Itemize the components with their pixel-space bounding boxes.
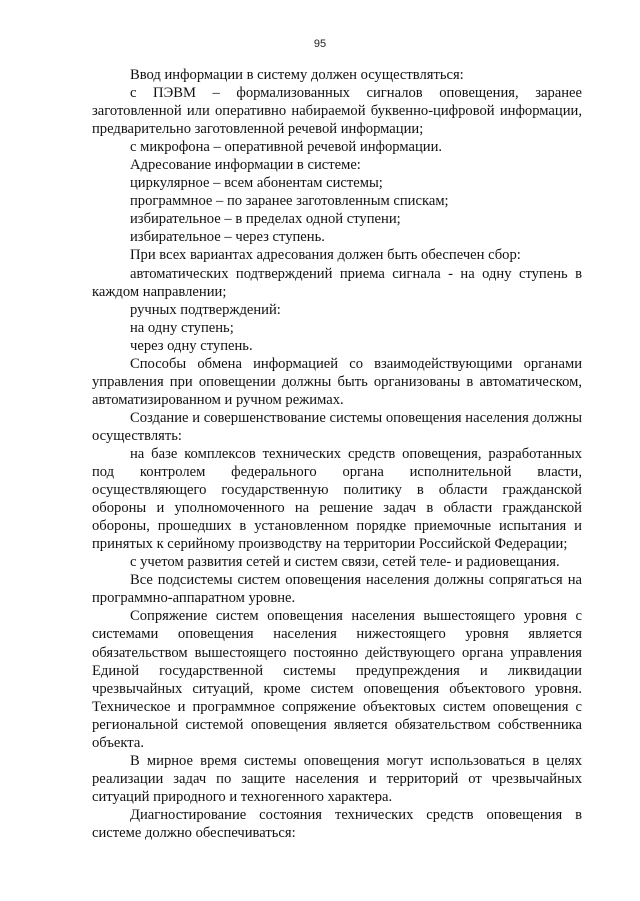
paragraph: через одну ступень. (130, 337, 253, 354)
paragraph: При всех вариантах адресования должен быть обеспечен сбор: (130, 247, 521, 264)
paragraph: ручных подтверждений: (130, 301, 281, 318)
paragraph: избирательное – через ступень. (130, 229, 325, 246)
paragraph: Сопряжение систем оповещения населения вышестоящего уровня с системами оповещения населения нижестоящего уровня является обязательством вышестоящего постоянно действующего органа управления Единой государственной системы предупреждения и ликвидации чрезвычайных ситуаций, кроме систем оповещения объектового уровня. Техническое и программное сопряжение объектовых систем оповещения с региональной системой оповещения является обязательством собственника объекта. (92, 608, 582, 751)
paragraph: В мирное время системы оповещения могут использоваться в целях реализации задач по защите населения и территорий от чрезвычайных ситуаций природного и техногенного характера. (92, 752, 582, 805)
paragraph: циркулярное – всем абонентам системы; (130, 175, 383, 192)
paragraph: Адресование информации в системе: (130, 157, 361, 174)
paragraph: программное – по заранее заготовленным спискам; (130, 193, 449, 210)
paragraph: с учетом развития сетей и систем связи, сетей теле- и радиовещания. (130, 554, 560, 571)
body-text (92, 66, 582, 842)
paragraph: избирательное – в пределах одной ступени; (130, 211, 401, 228)
paragraph: Создание и совершенствование системы оповещения населения должны осуществлять: (92, 409, 582, 444)
paragraph: Диагностирование состояния технических средств оповещения в системе должно обеспечиваться: (92, 806, 582, 841)
page-number: 95 (313, 38, 327, 50)
paragraph: с микрофона – оперативной речевой информации. (130, 139, 443, 156)
paragraph: Все подсистемы систем оповещения населения должны сопрягаться на программно-аппаратном уровне. (92, 572, 582, 607)
paragraph: на базе комплексов технических средств оповещения, разработанных под контролем федерального органа исполнительной власти, осуществляющего государственную политику в области гражданской обороны и уполномоченного на решение задач в области гражданской обороны, прошедших в установленном порядке приемочные испытания и принятых к серийному производству на территории Российской Федерации; (92, 445, 582, 553)
paragraph: Способы обмена информацией со взаимодействующими органами управления при оповещении должны быть организованы в автоматическом, автоматизированном и ручном режимах. (92, 355, 582, 408)
paragraph: с ПЭВМ – формализованных сигналов оповещения, заранее заготовленной или оперативно набираемой буквенно-цифровой информации, предварительно заготовленной речевой информации; (92, 85, 582, 138)
paragraph: на одну ступень; (130, 319, 234, 336)
paragraph: автоматических подтверждений приема сигнала - на одну ступень в каждом направлении; (92, 265, 582, 300)
paragraph: Ввод информации в систему должен осуществляться: (130, 67, 464, 83)
